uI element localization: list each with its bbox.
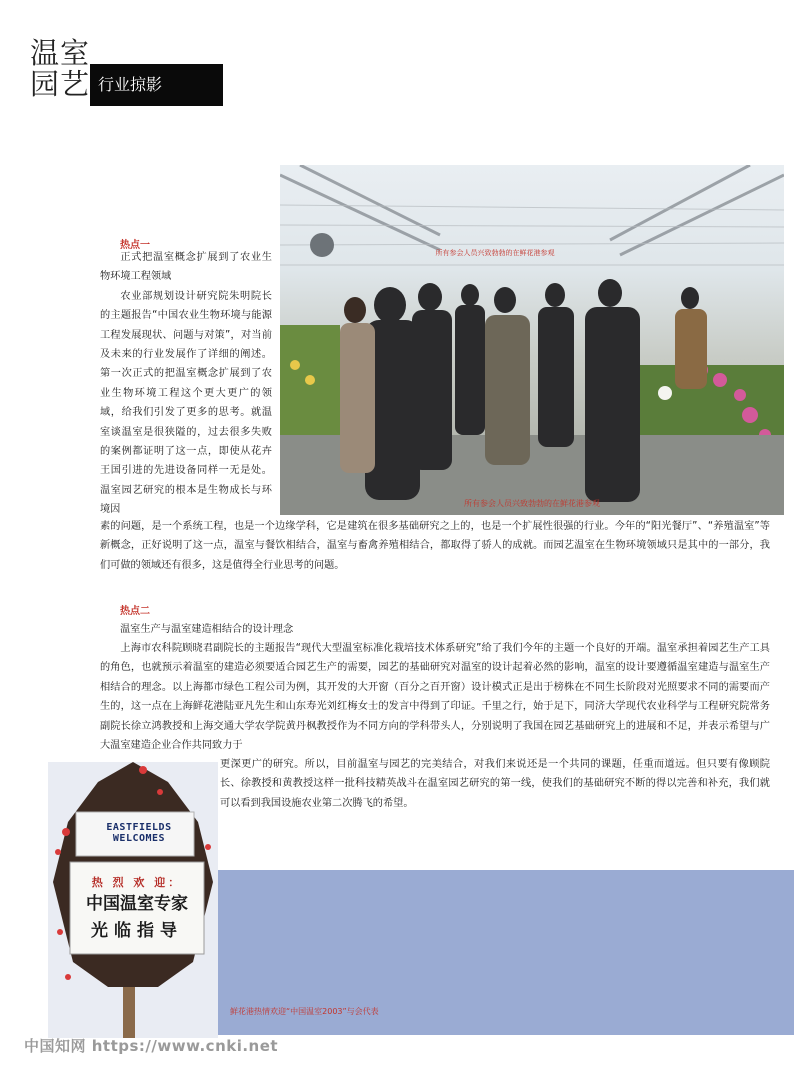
masthead-title (30, 38, 90, 100)
section2-title: 温室生产与温室建造相结合的设计理念 (120, 624, 294, 635)
masthead-line1: 温室 (30, 36, 91, 70)
sign-english-text: EASTFIELDS WELCOMES (106, 822, 172, 844)
section2-body-a-text: 上海市农科院顾晓君副院长的主题报告“现代大型温室标准化栽培技术体系研究”给了我们今年的主题一个良好的开端。温室承担着园艺生产工具的角色，也就预示着温室的建造必须要适合园艺生产的需要，园艺的基础研究对温室的设计起着必然的影响，温室的设计要遵循温室建造与温室生产相结合的理念。以上海都市绿色工程公司为例，其开发的大开窗（百分之百开窗）设计模式正是出于榜株在不同生长阶段对光照要求不同的需要而产生的，这一点在上海鲜花港陆亚凡先生和山东寿光刘红梅女士的发言中得到了印证。千里之行，始于足下，同济大学现代农业科学与工程研究院常务副院长徐立鸿教授和上海交通大学农学院黄丹枫教授作为不同方向的学科带头人，分别说明了我国在园艺基础研究上的进展和不足，并表示希望与广大温室建造企业合作共同致力于 (100, 643, 770, 752)
section-label: 行业掠影 (90, 64, 223, 106)
section2-body-a (100, 639, 770, 755)
cnki-watermark: 中国知网 https://www.cnki.net (24, 1037, 279, 1055)
sign-welcome-text: 热 烈 欢 迎： (91, 876, 183, 889)
section1-body-wide-text: 素的问题，是一个系统工程，也是一个边缘学科，它是建筑在很多基础研究之上的，也是一个扩展性很强的行业。今年的“阳光餐厅”、“养殖温室”等新概念，正好说明了这一点，温室与餐饮相结合，温室与畜禽养殖相结合，都取得了骄人的成就。而园艺温室在生物环境领域只是其中的一部分，我们可做的领域还有很多，这是值得全行业思考的问题。 (100, 521, 770, 571)
greenhouse-tour-photo (280, 165, 784, 515)
sign-main-text: 中国温室专家 (86, 894, 188, 914)
section1-body-wide (100, 517, 770, 575)
photo1-caption: 所有参会人员兴致勃勃的在鲜花港参观 (464, 499, 600, 508)
hotspot-two-label: 热点二 (120, 606, 150, 617)
section1-narrow-column (100, 248, 272, 520)
masthead-line2: 园艺 (30, 67, 91, 101)
hotspot-one-label: 热点一 (120, 240, 150, 251)
section2-body-b-text: 更深更广的研究。所以，目前温室与园艺的完美结合，对我们来说还是一个共同的课题，任重而道远。但只要有像顾院长、徐教授和黄教授这样一批科技精英战斗在温室园艺研究的第一线，使我们的基础研究不断的得以完善和补充，我们就可以看到我国设施农业第二次腾飞的希望。 (220, 759, 770, 809)
photo1-inline-caption: 所有参会人员兴致勃勃的在鲜花港参观 (435, 249, 555, 257)
section1-body-narrow: 农业部规划设计研究院朱明院长的主题报告“中国农业生物环境与能源工程发展现状、问题与对策”，对当前及未来的行业发展作了详细的阐述。第一次正式的把温室概念扩展到了农业生物环境工程这个更大更广的领域，给我们引发了更多的思考。就温室谈温室是很狭隘的，过去很多失败的案例都证明了这一点，即使从花卉王国引进的先进设备同样一无是处。温室园艺研究的根本是生物成长与环境因 (100, 290, 272, 516)
section1-title: 正式把温室概念扩展到了农业生物环境工程领域 (100, 252, 272, 283)
photo2-caption: 鲜花港热情欢迎“中国温室2003”与会代表 (230, 1007, 379, 1016)
sign-sub-text: 光临指导 (91, 921, 183, 941)
welcome-sign-photo (48, 762, 218, 1038)
section2-body-b (220, 755, 770, 813)
